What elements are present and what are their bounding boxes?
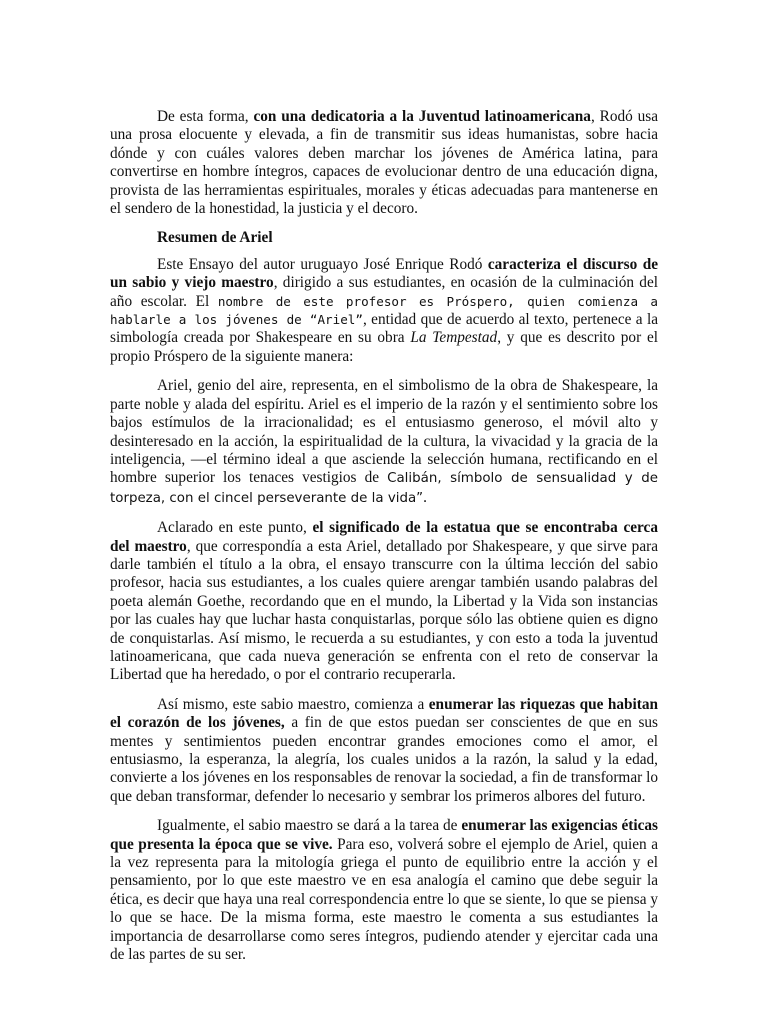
bold-phrase: enumerar las riquezas que habitan el corazón de los jóvenes,	[110, 695, 659, 732]
text-run: , entidad que de acuerdo al texto, pertenece a la simbología creada por Shakespeare en su obra	[110, 311, 658, 347]
paragraph-riquezas	[110, 696, 658, 806]
monospace-run: nombre de este profesor es Próspero, quien comienza a hablarle a los jóvenes de “Ariel”	[110, 293, 658, 328]
section-heading: Resumen de Ariel	[157, 229, 273, 247]
paragraph-quote-ariel	[110, 377, 658, 508]
bold-phrase: enumerar las exigencias éticas que presenta la época que se vive.	[110, 817, 658, 853]
bold-phrase: caracteriza el discurso de un sabio y viejo maestro	[110, 255, 658, 292]
sans-run: Calibán, símbolo de sensualidad y de torpeza, con el cincel perseverante de la vida”	[110, 471, 658, 506]
text-run: , que correspondía a esta Ariel, detallado por Shakespeare, y que sirve para darle también el título a la obra, el ensayo transcurre con la última lección del sabio profesor, hacia sus estudiantes, a los cuales quiere arengar también usando palabras del poeta alemán Goethe, recordando que en el mundo, la Libertad y la Vida son instancias por las cuales hay que luchar hasta conquistarlas, porque sólo las obtiene quien es digno de conquistarlas. Así mismo, le recuerda a su estudiantes, y con esto a toda la juventud latinoamericana, que cada nueva generación se enfrenta con el reto de conservar la Libertad que ha heredado, o por el contrario recuperarla.	[110, 537, 658, 684]
text-run: , y que es descrito por el propio Próspero de la siguiente manera:	[110, 329, 658, 365]
text-run: .	[423, 488, 427, 506]
text-run: Aclarado en este punto,	[157, 519, 313, 537]
text-run: , Rodó usa una prosa elocuente y elevada, a fin de transmitir sus ideas humanistas, sobre hacia dónde y con cuáles valores deben marchar los jóvenes de América latina, para convertirse en hombre íntegros, capaces de evolucionar dentro de una educación digna, provista de las herramientas espirituales, morales y éticas adecuadas para mantenerse en el sendero de la honestidad, la justicia y el decoro.	[110, 108, 658, 218]
text-run: De esta forma,	[157, 108, 254, 125]
paragraph-dedicatoria	[110, 108, 658, 218]
text-run: a fin de que estos puedan ser conscientes de que en sus mentes y sentimientos pueden encontrar grandes emociones como el amor, el entusiasmo, la esperanza, la alegría, los cuales unidos a la razón, la salud y la edad, convierte a los jóvenes en los responsables de renovar la sociedad, a fin de transformar lo que deban transformar, defender lo necesario y sembrar los primeros albores del futuro.	[110, 714, 659, 805]
text-run: , dirigido a sus estudiantes, en ocasión de la culminación del año escolar. El	[110, 274, 658, 310]
text-run: Ariel, genio del aire, representa, en el simbolismo de la obra de Shakespeare, la parte noble y alada del espíritu. Ariel es el imperio de la razón y el sentimiento sobre los bajos estímulos de la irracionalidad; es el entusiasmo generoso, el móvil alto y desinteresado en la acción, la espiritualidad de la cultura, la vivacidad y la gracia de la inteligencia, —el término ideal a que asciende la selección humana, rectificando en el hombre superior los tenaces vestigios de	[110, 377, 658, 487]
text-run: Igualmente, el sabio maestro se dará a la tarea de	[157, 817, 462, 835]
bold-phrase: el significado de la estatua que se encontraba cerca del maestro	[110, 519, 658, 555]
bold-phrase: con una dedicatoria a la Juventud latinoamericana	[253, 108, 591, 125]
paragraph-estatua	[110, 519, 658, 685]
text-run: Este Ensayo del autor uruguayo José Enrique Rodó	[157, 255, 488, 273]
paragraph-resumen	[110, 256, 658, 366]
text-run: Para eso, volverá sobre el ejemplo de Ariel, quien a la vez representa para la mitología griega el punto de equilibrio entre la acción y el pensamiento, por lo que este maestro ve en esa analogía el camino que debe seguir la ética, es decir que haya una real correspondencia entre lo que se siente, lo que se piensa y lo que se hace. De la misma forma, este maestro le comenta a sus estudiantes la importancia de desarrollarse como seres íntegros, pudiendo atender y ejercitar cada una de las partes de su ser.	[110, 835, 658, 964]
paragraph-exigencias	[110, 817, 658, 964]
italic-title: La Tempestad	[410, 329, 498, 347]
text-run: Así mismo, este sabio maestro, comienza a	[157, 695, 429, 713]
